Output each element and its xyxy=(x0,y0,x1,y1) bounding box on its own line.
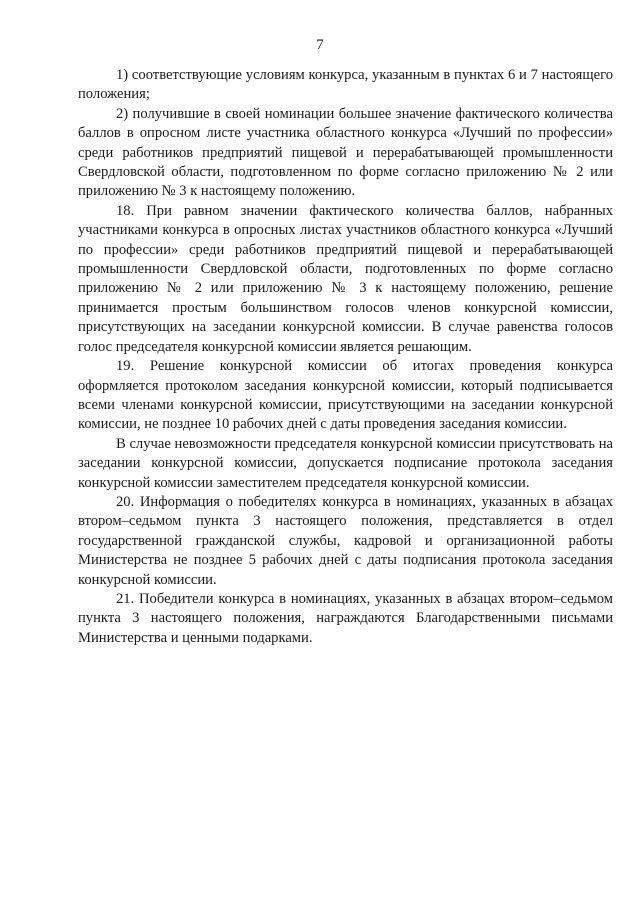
page-number: 7 xyxy=(316,37,324,53)
list-item-conditions: 1) соответствующие условиям конкурса, указанным в пунктах 6 и 7 настоящего положения; xyxy=(78,67,613,103)
clause-19-chairman-absence: В случае невозможности председателя конкурсной комиссии присутствовать на заседании конкурсной комиссии, допускается подписание протокола заседания конкурсной комиссии заместителем председателя конкурсной комиссии. xyxy=(78,435,613,491)
document-body xyxy=(78,66,613,648)
clause-20-winners-information: 20. Информация о победителях конкурса в номинациях, указанных в абзацах втором–седьмом пункта 3 настоящего положения, представляется в отдел государственной гражданской службы, кадровой и организационной работы Министерства не позднее 5 рабочих дней с даты подписания протокола заседания конкурсной комиссии. xyxy=(78,493,613,588)
clause-18-equal-scores: 18. При равном значении фактического количества баллов, набранных участниками конкурса в опросных листах участников областного конкурса «Лучший по профессии» среди работников предприятий пищевой и перерабатывающей промышленности Свердловской области, подготовленных по форме согласно приложению № 2 или приложению № 3 к настоящему положению, решение принимается простым большинством голосов членов конкурсной комиссии, присутствующих на заседании конкурсной комиссии. В случае равенства голосов голос председателя конкурсной комиссии является решающим. xyxy=(78,202,613,355)
clause-19-commission-decision: 19. Решение конкурсной комиссии об итогах проведения конкурса оформляется протоколом заседания конкурсной комиссии, который подписывается всеми членами конкурсной комиссии, присутствующими на заседании конкурсной комиссии, не позднее 10 рабочих дней с даты проведения заседания комиссии. xyxy=(78,358,613,433)
clause-21-winners-awards: 21. Победители конкурса в номинациях, указанных в абзацах втором–седьмом пункта 3 настоящего положения, награждаются Благодарственными письмами Министерства и ценными подарками. xyxy=(78,590,613,646)
list-item-highest-score: 2) получившие в своей номинации большее значение фактического количества баллов в опросном листе участника областного конкурса «Лучший по профессии» среди работников предприятий пищевой и перерабатывающей промышленности Свердловской области, подготовленном по форме согласно приложению № 2 или приложению № 3 к настоящему положению. xyxy=(78,105,613,200)
